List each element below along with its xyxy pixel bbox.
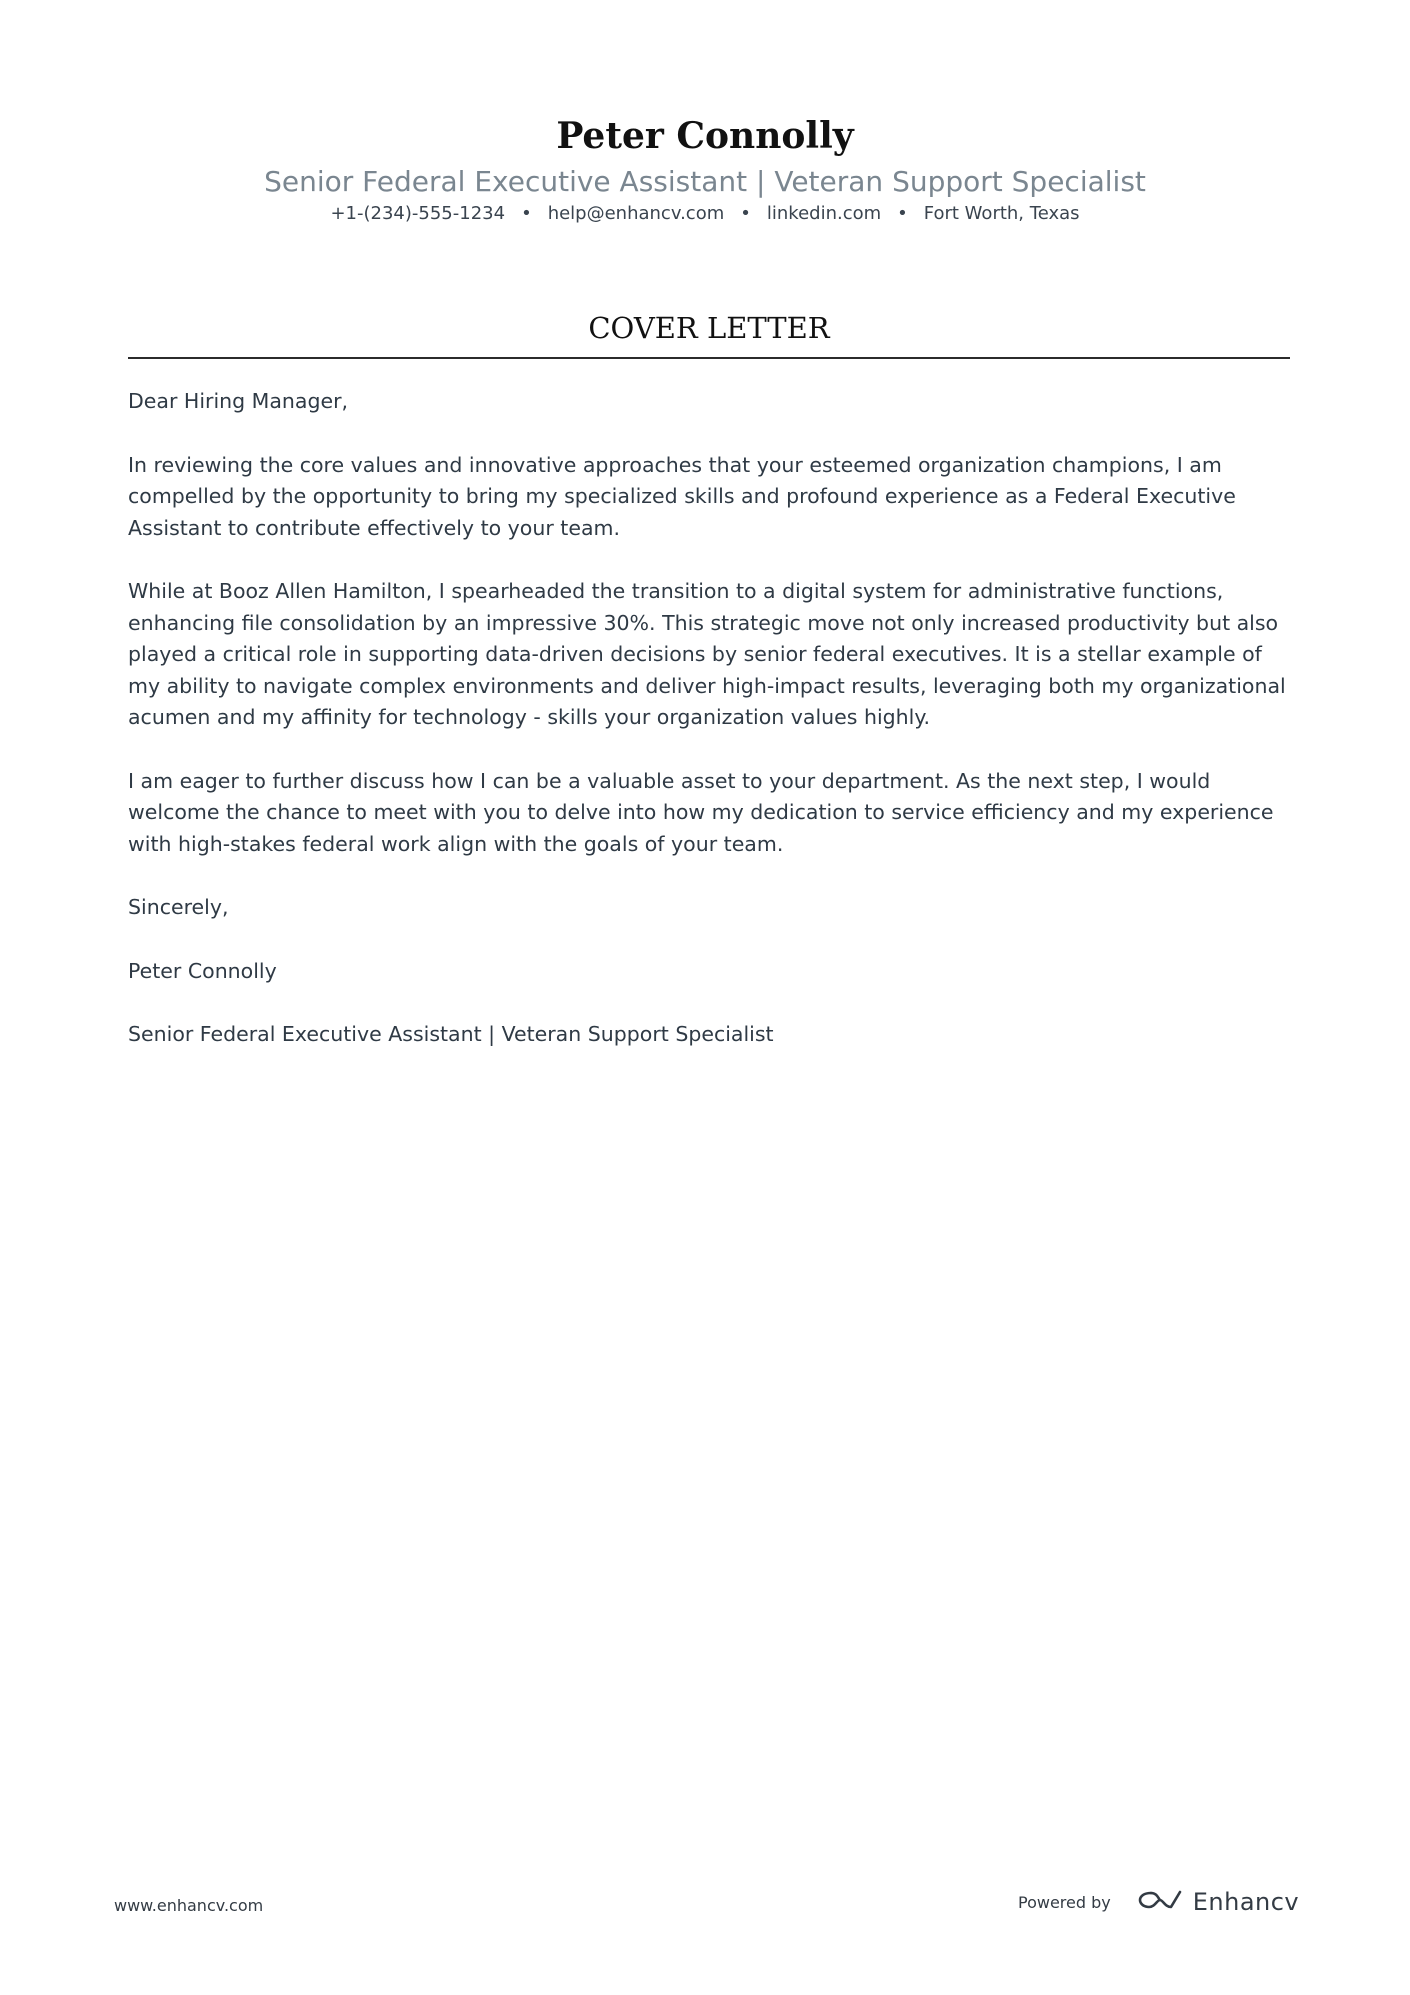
footer-branding bbox=[1018, 1885, 1299, 1919]
brand-name: Enhancv bbox=[1192, 1888, 1300, 1916]
letter-body bbox=[128, 386, 1290, 1083]
enhancv-logo[interactable] bbox=[1137, 1888, 1299, 1916]
applicant-tagline: Senior Federal Executive Assistant | Veteran Support Specialist bbox=[264, 165, 1146, 198]
bullet-separator: • bbox=[897, 203, 908, 224]
email-address[interactable]: help@enhancv.com bbox=[547, 203, 725, 224]
signature-title: Senior Federal Executive Assistant | Veteran Support Specialist bbox=[128, 1022, 774, 1046]
contact-line bbox=[0, 202, 1410, 226]
resume-header bbox=[0, 112, 1410, 226]
letter-paragraph: I am eager to further discuss how I can be a valuable asset to your department. As the next step, I would welcome the chance to meet with you to delve into how my dedication to service efficiency and my experience with high-stakes federal work align with the goals of your team. bbox=[128, 768, 1274, 856]
bullet-separator: • bbox=[521, 203, 532, 224]
applicant-name: Peter Connolly bbox=[556, 115, 854, 157]
linkedin-link[interactable]: linkedin.com bbox=[766, 203, 882, 224]
section-title: COVER LETTER bbox=[588, 311, 830, 345]
signature-name: Peter Connolly bbox=[128, 958, 277, 983]
bullet-separator: • bbox=[740, 203, 751, 224]
phone-number: +1-(234)-555-1234 bbox=[330, 203, 506, 224]
letter-paragraph: In reviewing the core values and innovative approaches that your esteemed organization champions, I am compelled by the opportunity to bring my specialized skills and profound experience as a Federal Executive Assistant to contribute effectively to your team. bbox=[128, 452, 1236, 540]
letter-greeting: Dear Hiring Manager, bbox=[128, 389, 349, 413]
footer-website[interactable]: www.enhancv.com bbox=[114, 1896, 264, 1915]
enhancv-logo-icon bbox=[1137, 1888, 1183, 1916]
location: Fort Worth, Texas bbox=[923, 203, 1080, 224]
letter-closing: Sincerely, bbox=[128, 895, 229, 919]
letter-paragraph: While at Booz Allen Hamilton, I spearheaded the transition to a digital system for administrative functions, enhancing file consolidation by an impressive 30%. This strategic move not only increased productivity but also played a critical role in supporting data-driven decisions by senior federal executives. It is a stellar example of my ability to navigate complex environments and deliver high-impact results, leveraging both my organizational acumen and my affinity for technology - skills your organization values highly. bbox=[128, 579, 1286, 729]
powered-by-label: Powered by bbox=[1018, 1892, 1111, 1912]
section-divider bbox=[128, 357, 1290, 359]
